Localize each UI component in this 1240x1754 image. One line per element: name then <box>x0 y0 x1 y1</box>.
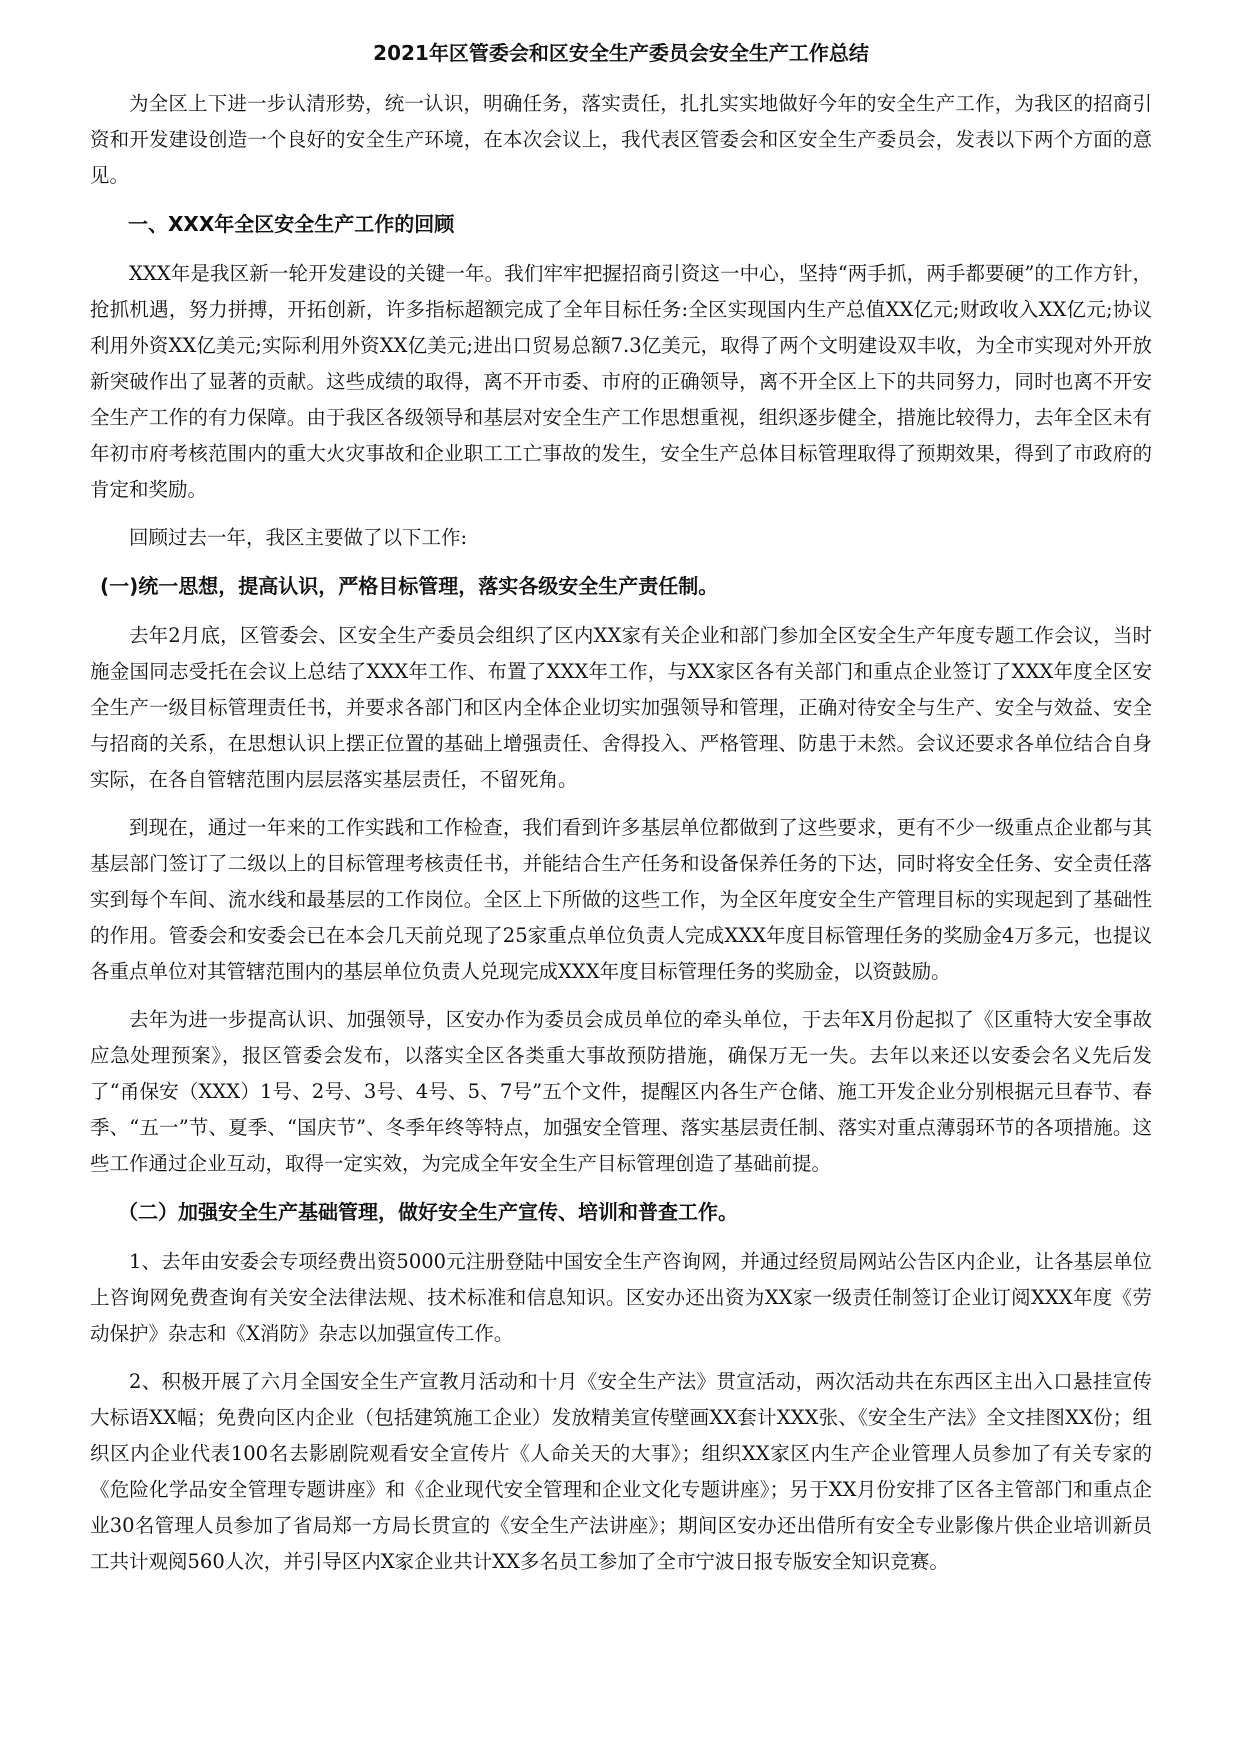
subsection-1-paragraph-2: 到现在，通过一年来的工作实践和工作检查，我们看到许多基层单位都做到了这些要求，更有不少一级重点企业都与其基层部门签订了二级以上的目标管理考核责任书，并能结合生产任务和设备保养任务的下达，同时将安全任务、安全责任落实到每个车间、流水线和最基层的工作岗位。全区上下所做的这些工作，为全区年度安全生产管理目标的实现起到了基础性的作用。管委会和安委会已在本会几天前兑现了25家重点单位负责人完成XXX年度目标管理任务的奖励金4万多元，也提议各重点单位对其管辖范围内的基层单位负责人兑现完成XXX年度目标管理任务的奖励金，以资鼓励。 <box>90 816 1152 983</box>
intro-paragraph: 为全区上下进一步认清形势，统一认识，明确任务，落实责任，扎扎实实地做好今年的安全生产工作，为我区的招商引资和开发建设创造一个良好的安全生产环境，在本次会议上，我代表区管委会和区安全生产委员会，发表以下两个方面的意见。 <box>90 92 1152 187</box>
document-title: 2021年区管委会和区安全生产委员会安全生产工作总结 <box>373 41 869 65</box>
subsection-2-heading: （二）加强安全生产基础管理，做好安全生产宣传、培训和普查工作。 <box>118 1200 738 1224</box>
subsection-1-paragraph-3: 去年为进一步提高认识、加强领导，区安办作为委员会成员单位的牵头单位，于去年X月份起拟了《区重特大安全事故应急处理预案》，报区管委会发布，以落实全区各类重大事故预防措施，确保万无一失。去年以来还以安委会名义先后发了“甬保安（XXX）1号、2号、3号、4号、5、7号”五个文件，提醒区内各生产仓储、施工开发企业分别根据元旦春节、春季、“五一”节、夏季、“国庆节”、冬季年终等特点，加强安全管理、落实基层责任制、落实对重点薄弱环节的各项措施。这些工作通过企业互动，取得一定实效，为完成全年安全生产目标管理创造了基础前提。 <box>90 1008 1152 1175</box>
section-1-paragraph-1: XXX年是我区新一轮开发建设的关键一年。我们牢牢把握招商引资这一中心，坚持“两手抓，两手都要硬”的工作方针，抢抓机遇，努力拼搏，开拓创新，许多指标超额完成了全年目标任务:全区实现国内生产总值XX亿元;财政收入XX亿元;协议利用外资XX亿美元;实际利用外资XX亿美元;进出口贸易总额7.3亿美元，取得了两个文明建设双丰收，为全市实现对外开放新突破作出了显著的贡献。这些成绩的取得，离不开市委、市府的正确领导，离不开全区上下的共同努力，同时也离不开安全生产工作的有力保障。由于我区各级领导和基层对安全生产工作思想重视，组织逐步健全，措施比较得力，去年全区未有年初市府考核范围内的重大火灾事故和企业职工工亡事故的发生，安全生产总体目标管理取得了预期效果，得到了市政府的肯定和奖励。 <box>90 262 1152 501</box>
section-1-paragraph-2: 回顾过去一年，我区主要做了以下工作: <box>129 526 468 549</box>
subsection-1-paragraph-1: 去年2月底，区管委会、区安全生产委员会组织了区内XX家有关企业和部门参加全区安全生产年度专题工作会议，当时施金国同志受托在会议上总结了XXX年工作、布置了XXX年工作，与XX家区各有关部门和重点企业签订了XXX年度全区安全生产一级目标管理责任书，并要求各部门和区内全体企业切实加强领导和管理，正确对待安全与生产、安全与效益、安全与招商的关系，在思想认识上摆正位置的基础上增强责任、舍得投入、严格管理、防患于未然。会议还要求各单位结合自身实际，在各自管辖范围内层层落实基层责任，不留死角。 <box>90 624 1153 791</box>
subsection-1-heading: (一)统一思想，提高认识，严格目标管理，落实各级安全生产责任制。 <box>100 574 719 598</box>
document-page <box>90 38 1152 1592</box>
section-1-heading: 一、XXX年全区安全生产工作的回顾 <box>128 212 455 236</box>
subsection-2-item-2: 2、积极开展了六月全国安全生产宣教月活动和十月《安全生产法》贯宣活动，两次活动共在东西区主出入口悬挂宣传大标语XX幅；免费向区内企业（包括建筑施工企业）发放精美宣传壁画XX套计XXX张、《安全生产法》全文挂图XX份；组织区内企业代表100名去影剧院观看安全宣传片《人命关天的大事》；组织XX家区内生产企业管理人员参加了有关专家的《危险化学品安全管理专题讲座》和《企业现代安全管理和企业文化专题讲座》；另于XX月份安排了区各主管部门和重点企业30名管理人员参加了省局郑一方局长贯宣的《安全生产法讲座》；期间区安办还出借所有安全专业影像片供企业培训新员工共计观阅560人次，并引导区内X家企业共计XX多名员工参加了全市宁波日报专版安全知识竞赛。 <box>90 1370 1152 1573</box>
subsection-2-item-1: 1、去年由安委会专项经费出资5000元注册登陆中国安全生产咨询网，并通过经贸局网站公告区内企业，让各基层单位上咨询网免费查询有关安全法律法规、技术标准和信息知识。区安办还出资为XX家一级责任制签订企业订阅XXX年度《劳动保护》杂志和《X消防》杂志以加强宣传工作。 <box>90 1250 1152 1345</box>
